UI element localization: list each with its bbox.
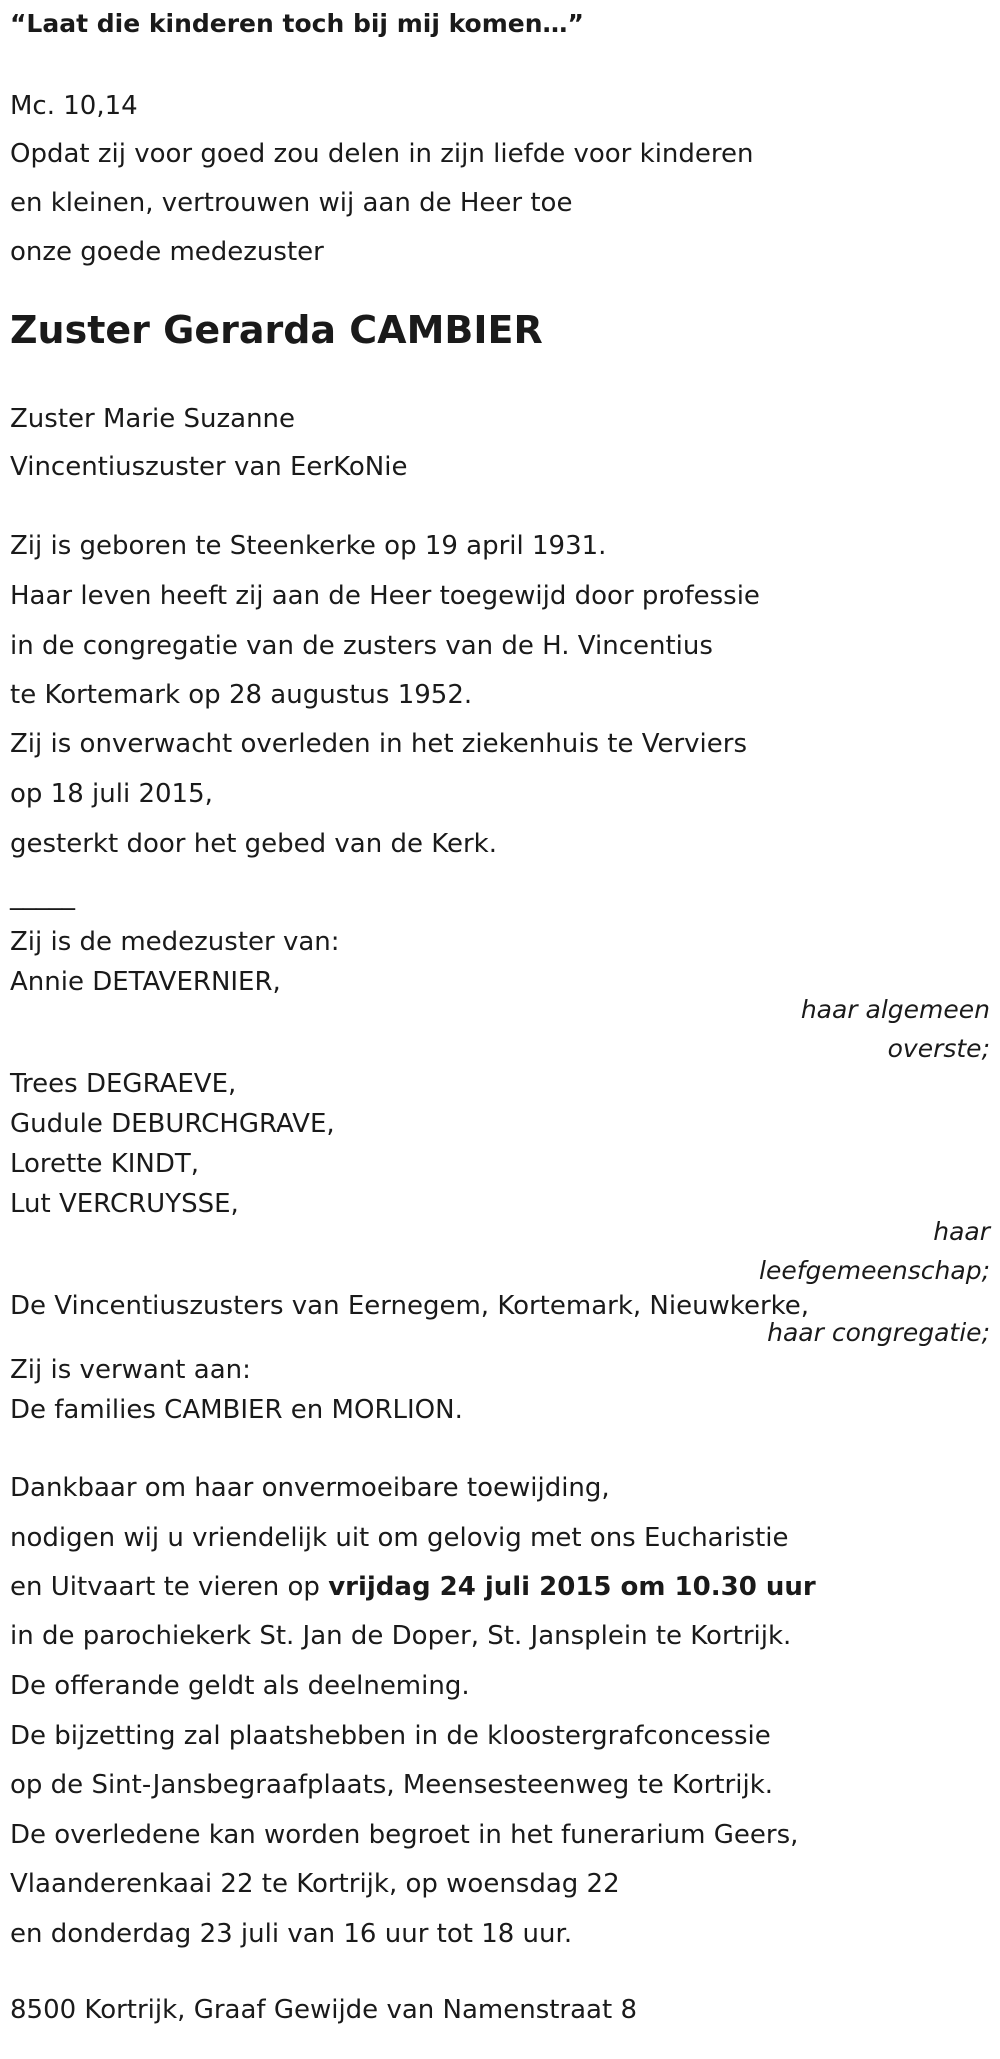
separator: _____ <box>10 881 75 911</box>
community-member: Trees DEGRAEVE, <box>10 1069 237 1099</box>
biography-line: Zij is geboren te Steenkerke op 19 april 1931. <box>10 531 607 561</box>
biography-line: in de congregatie van de zusters van de H. Vincentius <box>10 631 713 661</box>
families: De families CAMBIER en MORLION. <box>10 1395 463 1425</box>
invitation-line: Dankbaar om haar onvermoeibare toewijding, <box>10 1473 610 1503</box>
invitation-line: De overledene kan worden begroet in het funerarium Geers, <box>10 1820 799 1850</box>
invitation-line: in de parochiekerk St. Jan de Doper, St. Jansplein te Kortrijk. <box>10 1621 792 1651</box>
congregation-role: haar congregatie; <box>767 1318 990 1347</box>
invitation-line: en donderdag 23 juli van 16 uur tot 18 uur. <box>10 1919 573 1949</box>
invitation-line: De offerande geldt als deelneming. <box>10 1671 470 1701</box>
community-role: leefgemeenschap; <box>759 1256 990 1285</box>
bible-reference: Mc. 10,14 <box>10 91 138 121</box>
intro-line: Opdat zij voor goed zou delen in zijn liefde voor kinderen <box>10 139 754 169</box>
deceased-name: Zuster Gerarda CAMBIER <box>10 308 543 352</box>
order-name: Vincentiuszuster van EerKoNie <box>10 452 408 482</box>
community-member: Lut VERCRUYSSE, <box>10 1189 239 1219</box>
invitation-line: De bijzetting zal plaatshebben in de kloostergrafconcessie <box>10 1721 771 1751</box>
invitation-line: nodigen wij u vriendelijk uit om gelovig met ons Eucharistie <box>10 1523 789 1553</box>
community-member: Gudule DEBURCHGRAVE, <box>10 1109 335 1139</box>
biography-line: te Kortemark op 28 augustus 1952. <box>10 680 473 710</box>
sisters-intro: Zij is de medezuster van: <box>10 927 340 957</box>
congregation-text: De Vincentiuszusters van Eernegem, Kortemark, Nieuwkerke, <box>10 1291 810 1321</box>
invitation-line <box>10 1571 816 1603</box>
funeral-date: vrijdag 24 juli 2015 om 10.30 uur <box>328 1572 816 1602</box>
biography-line: Zij is onverwacht overleden in het ziekenhuis te Verviers <box>10 729 748 759</box>
biography-line: gesterkt door het gebed van de Kerk. <box>10 829 498 859</box>
intro-line: en kleinen, vertrouwen wij aan de Heer toe <box>10 188 573 218</box>
address: 8500 Kortrijk, Graaf Gewijde van Namenstraat 8 <box>10 1995 637 2025</box>
invitation-line: Vlaanderenkaai 22 te Kortrijk, op woensdag 22 <box>10 1869 620 1899</box>
community-role: haar <box>933 1217 990 1246</box>
superior-role: haar algemeen <box>800 995 990 1024</box>
biography-line: Haar leven heeft zij aan de Heer toegewijd door professie <box>10 581 760 611</box>
invitation-prefix: en Uitvaart te vieren op <box>10 1572 329 1602</box>
religious-name: Zuster Marie Suzanne <box>10 404 296 434</box>
related-intro: Zij is verwant aan: <box>10 1355 251 1385</box>
biography-line: op 18 juli 2015, <box>10 779 213 809</box>
invitation-line: op de Sint-Jansbegraafplaats, Meensesteenweg te Kortrijk. <box>10 1770 774 1800</box>
opening-quote: “Laat die kinderen toch bij mij komen…” <box>10 9 584 38</box>
superior-role: overste; <box>887 1034 990 1063</box>
intro-line: onze goede medezuster <box>10 237 324 267</box>
community-member: Lorette KINDT, <box>10 1149 200 1179</box>
superior-name: Annie DETAVERNIER, <box>10 967 281 997</box>
